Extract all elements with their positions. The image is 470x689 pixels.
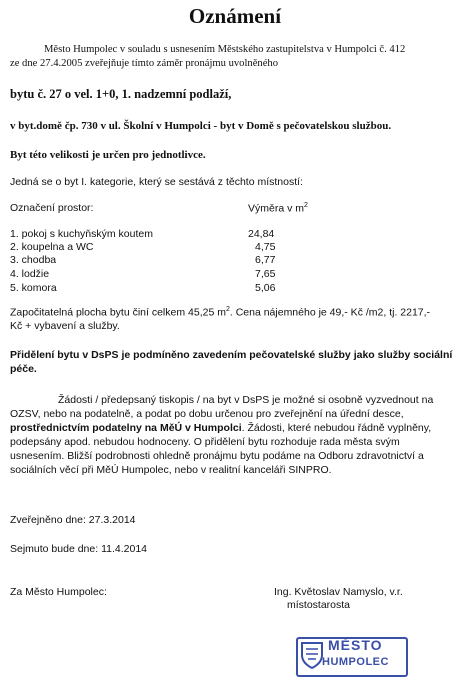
room-name: 3. chodba (10, 254, 57, 266)
condition-line-1: Přidělení bytu v DsPS je podmíněno zavedením pečovatelské služby jako služby sociální (10, 349, 453, 361)
signatory-name: Ing. Květoslav Namyslo, v.r. (274, 586, 403, 598)
intended-for: Byt této velikosti je určen pro jednotlivce. (10, 149, 206, 161)
applications-line-1: Žádosti / předepsaný tiskopis / na byt v DsPS je možné si osobně vyzvednout na (58, 394, 434, 406)
room-area: 5,06 (255, 282, 276, 294)
rooms-col-area-header: Výměra v $m^2$ (248, 202, 308, 215)
applications-line-6: sociálních věcí při MěÚ Humpolec, nebo v realitní kanceláři SINPRO. (10, 464, 332, 476)
condition-line-2: péče. (10, 363, 37, 375)
removal-date: Sejmuto bude dne: 11.4.2014 (10, 543, 147, 555)
room-name: 2. koupelna a WC (10, 241, 94, 253)
intro-line-1: Město Humpolec v souladu s usnesením Městského zastupitelstva v Humpolci č. 412 (44, 44, 406, 55)
applications-line-5: usnesením. Bližší podrobnosti ohledně pronájmu bytu podáme na Odboru zdravotnictví a (10, 450, 424, 462)
applications-line-3: prostřednictvím podatelny na MěÚ v Humpolci. Žádosti, které nebudou řádně vyplněny, (10, 422, 432, 434)
room-name: 4. lodžie (10, 268, 50, 280)
coat-of-arms-icon (300, 641, 324, 669)
room-name: 1. pokoj s kuchyňským koutem (10, 228, 153, 240)
room-area: 24,84 (248, 228, 275, 240)
signature-left: Za Město Humpolec: (10, 586, 107, 598)
room-name: 5. komora (10, 282, 57, 294)
page-title: Oznámení (188, 4, 282, 28)
applications-line-4: podepsány apod. nebudou hodnoceny. O přidělení bytu rozhoduje rada města svým (10, 436, 400, 448)
rooms-col-room-header: Označení prostor: (10, 202, 94, 214)
room-area: 6,77 (255, 254, 276, 266)
area-summary-line-2: Kč + vybavení a služby. (10, 320, 120, 332)
room-area: 4,75 (255, 241, 276, 253)
area-summary-line-1: Započitatelná plocha bytu činí celkem 45,25 $m^2$. Cena nájemného je 49,- Kč /m2, tj. 2217,- (10, 306, 431, 319)
room-area: 7,65 (255, 268, 276, 280)
flat-heading: bytu č. 27 o vel. 1+0, 1. nadzemní podlaží, (10, 87, 232, 101)
signatory-role: místostarosta (287, 599, 351, 611)
applications-line-2: OZSV, nebo na podatelně, a podat po dobu určenou pro zveřejnění na úřední desce, (10, 408, 404, 420)
published-date: Zveřejněno dne: 27.3.2014 (10, 514, 136, 526)
stamp-line-2: HUMPOLEC (322, 656, 389, 668)
intro-line-2: ze dne 27.4.2005 zveřejňuje tímto záměr pronájmu uvolněného (10, 58, 278, 69)
category-text: Jedná se o byt I. kategorie, který se sestává z těchto místností: (10, 176, 303, 188)
flat-location: v byt.domě čp. 730 v ul. Školní v Humpolci - byt v Domě s pečovatelskou službou. (10, 120, 392, 132)
stamp-line-1: MĚSTO (328, 637, 383, 653)
